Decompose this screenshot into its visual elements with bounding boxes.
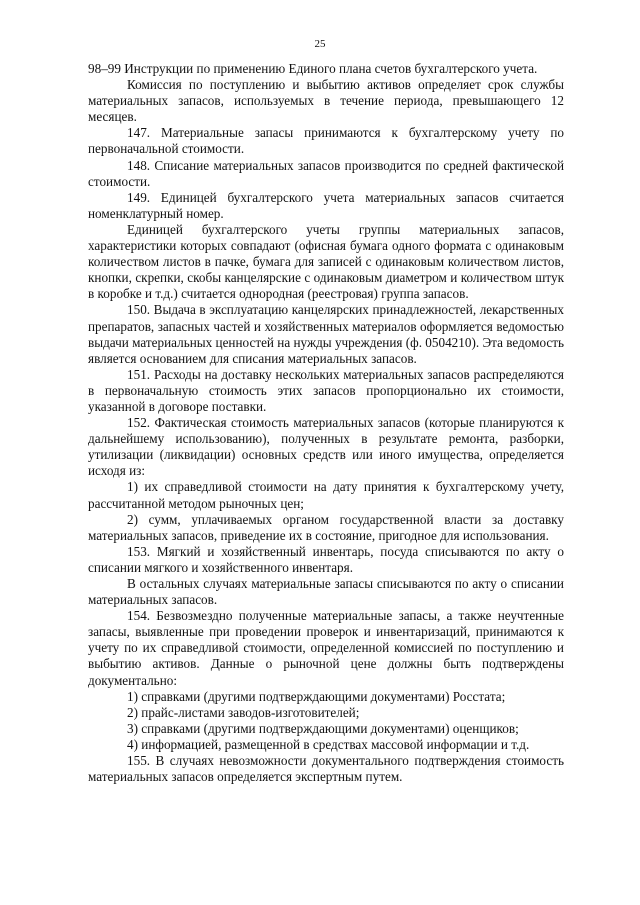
paragraph: 1) их справедливой стоимости на дату принятия к бухгалтерскому учету, рассчитанной методом рыночных цен;: [88, 479, 564, 511]
paragraph: 153. Мягкий и хозяйственный инвентарь, посуда списываются по акту о списании мягкого и хозяйственного инвентаря.: [88, 543, 564, 575]
paragraph: 151. Расходы на доставку нескольких материальных запасов распределяются в первоначальную стоимость этих запасов пропорционально их стоимости, указанной в договоре поставки.: [88, 366, 564, 414]
paragraph: 4) информацией, размещенной в средствах массовой информации и т.д.: [127, 736, 530, 752]
paragraph: 2) сумм, уплачиваемых органом государственной власти за доставку материальных запасов, приведение их в состояние, пригодное для использования.: [88, 511, 564, 543]
paragraph: 148. Списание материальных запасов производится по средней фактической стоимости.: [88, 157, 564, 189]
paragraph: 147. Материальные запасы принимаются к бухгалтерскому учету по первоначальной стоимости.: [88, 125, 564, 157]
paragraph: 1) справками (другими подтверждающими документами) Росстата;: [127, 688, 506, 704]
paragraph: 2) прайс-листами заводов-изготовителей;: [127, 704, 360, 720]
paragraph: 154. Безвозмездно полученные материальные запасы, а также неучтенные запасы, выявленные при проведении проверок и инвентаризаций, принимаются к учету по их справедливой стоимости, определенной комиссией по поступлению и выбытию активов. Данные о рыночной цене должны быть подтверждены документально:: [88, 608, 564, 688]
paragraph: Единицей бухгалтерского учеты группы материальных запасов, характеристики которых совпадают (офисная бумага одного формата с одинаковым количеством листов в пачке, бумага для записей с одинаковым количеством листов, кнопки, скрепки, скобы канцелярские с одинаковым диаметром и количеством штук в коробке и т.д.) считается однородная (реестровая) группа запасов.: [88, 221, 564, 302]
paragraph: В остальных случаях материальные запасы списываются по акту о списании материальных запасов.: [88, 576, 564, 608]
paragraph: 3) справками (другими подтверждающими документами) оценщиков;: [127, 720, 519, 736]
paragraph: Комиссия по поступлению и выбытию активов определяет срок службы материальных запасов, используемых в течение периода, превышающего 12 месяцев.: [88, 77, 564, 125]
document-body: [88, 61, 564, 785]
page-number: 25: [314, 38, 326, 50]
paragraph: 98–99 Инструкции по применению Единого плана счетов бухгалтерского учета.: [88, 61, 538, 76]
paragraph: 150. Выдача в эксплуатацию канцелярских принадлежностей, лекарственных препаратов, запасных частей и хозяйственных материалов оформляется ведомостью выдачи материальных ценностей на нужды учреждения (ф. 0504210). Эта ведомость является основанием для списания материальных запасов.: [88, 302, 565, 366]
paragraph: 149. Единицей бухгалтерского учета материальных запасов считается номенклатурный номер.: [88, 189, 564, 221]
paragraph: 152. Фактическая стоимость материальных запасов (которые планируются к дальнейшему использованию), полученных в результате ремонта, разборки, утилизации (ликвидации) основных средств или иного имущества, определяется исходя из:: [88, 415, 564, 479]
paragraph: 155. В случаях невозможности документального подтверждения стоимость материальных запасов определяется экспертным путем.: [88, 753, 564, 785]
